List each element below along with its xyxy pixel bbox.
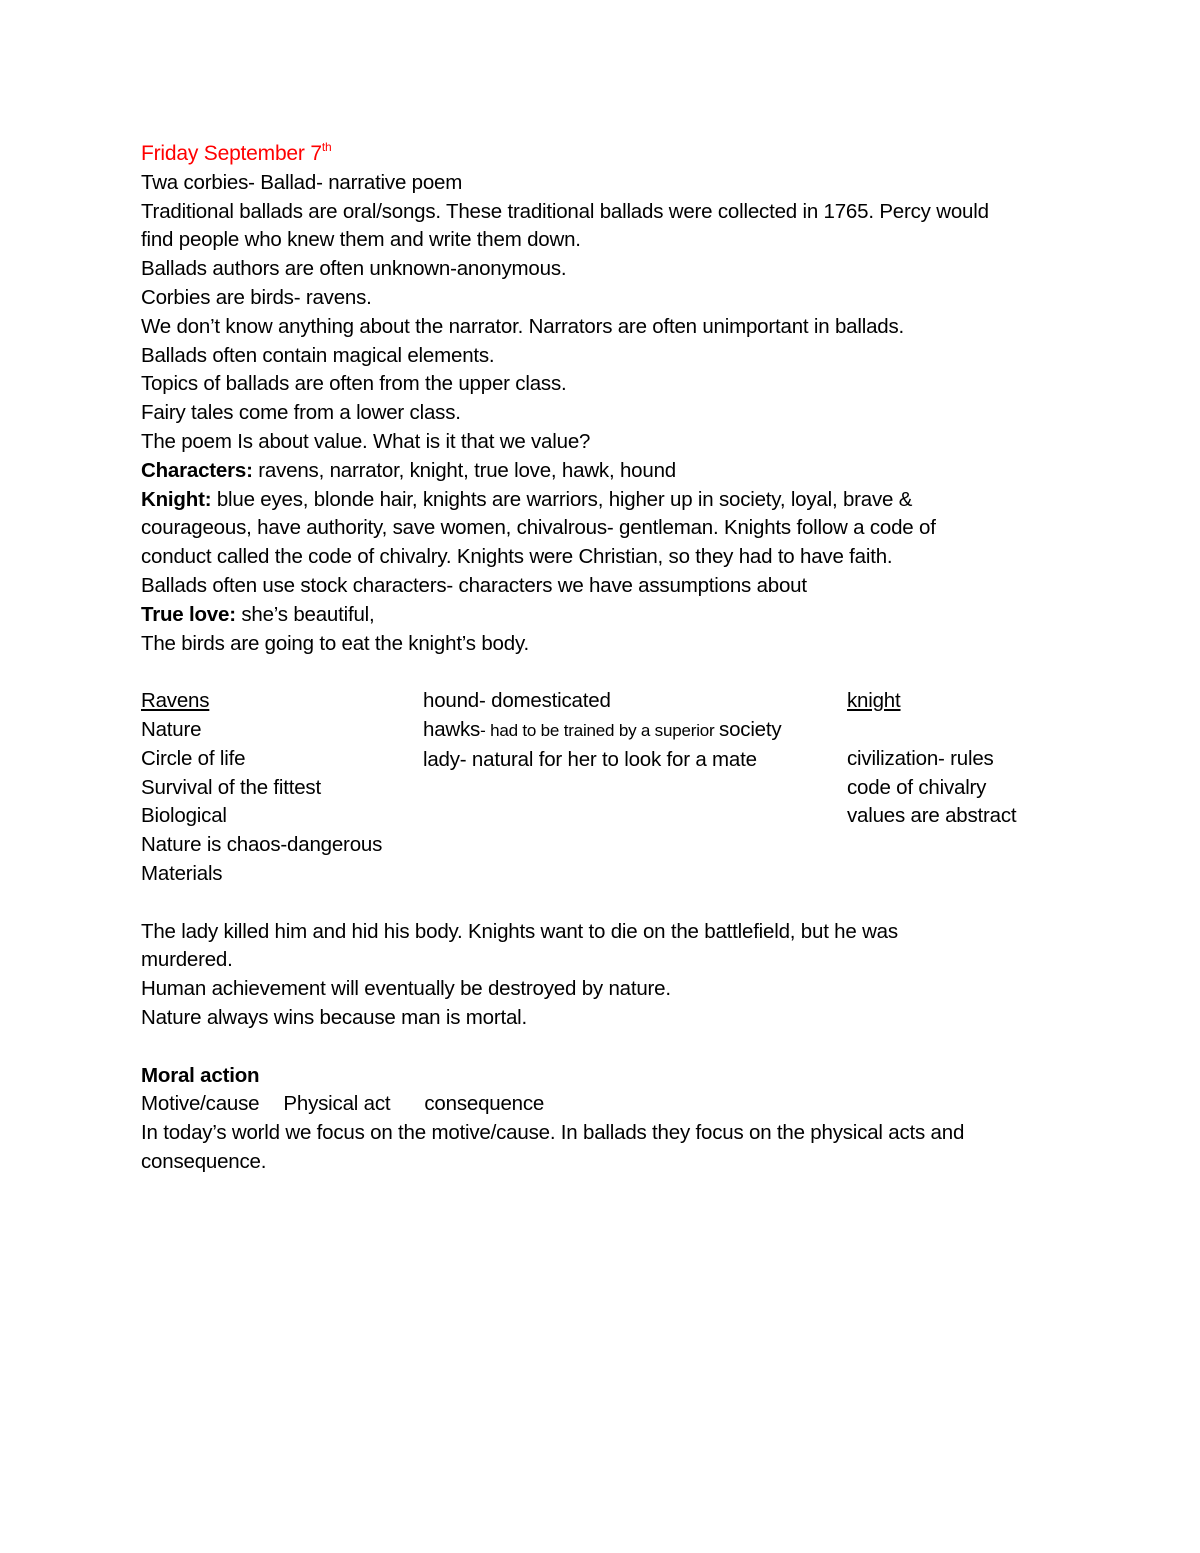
ravens-heading: Ravens — [141, 689, 210, 713]
ravens-column — [141, 687, 382, 889]
true-love-line — [141, 601, 1071, 630]
characters-label: Characters: — [141, 458, 253, 482]
spacer — [141, 1033, 1071, 1062]
moral-heading-text: Moral action — [141, 1063, 260, 1087]
characters-line — [141, 457, 1071, 486]
conclusion-line: Nature always wins because man is mortal. — [141, 1005, 528, 1029]
spacer — [141, 658, 1071, 687]
ravens-item: Survival of the fittest — [141, 775, 321, 799]
moral-term-consequence: consequence — [424, 1092, 545, 1116]
intro-line: Topics of ballads are often from the upper class. — [141, 372, 567, 396]
document-page — [141, 140, 1071, 1177]
intro-line: find people who knew them and write them down. — [141, 228, 581, 252]
hawks-note: - had to be trained by a superior — [480, 720, 720, 740]
conclusion-line: The lady killed him and hid his body. Knights want to die on the battlefield, but he was — [141, 919, 898, 943]
hawks-society: society — [719, 717, 782, 741]
moral-terms — [141, 1090, 1071, 1119]
knight-item: values are abstract — [847, 804, 1017, 828]
comparison-columns — [141, 687, 1071, 889]
hound-item: hound- domesticated — [423, 689, 611, 713]
hawks-item — [423, 716, 781, 746]
knight-item: civilization- rules — [847, 746, 994, 770]
characters-text: ravens, narrator, knight, true love, hawk, hound — [252, 458, 676, 482]
knight-item: code of chivalry — [847, 775, 987, 799]
knight-column — [847, 687, 1016, 831]
intro-line: Traditional ballads are oral/songs. These traditional ballads were collected in 1765. Percy would — [141, 199, 989, 223]
intro-line: Ballads authors are often unknown-anonymous. — [141, 257, 567, 281]
true-love-label: True love: — [141, 602, 236, 626]
hawks-label: hawks — [423, 717, 481, 741]
knight-line: courageous, have authority, save women, chivalrous- gentleman. Knights follow a code of — [141, 516, 936, 540]
ravens-item: Circle of life — [141, 746, 246, 770]
ravens-item: Materials — [141, 861, 223, 885]
spacer — [141, 889, 1071, 918]
moral-line: In today’s world we focus on the motive/cause. In ballads they focus on the physical acts and — [141, 1121, 965, 1145]
intro-line: Corbies are birds- ravens. — [141, 285, 372, 309]
knight-label: Knight: — [141, 487, 212, 511]
ravens-item: Biological — [141, 804, 227, 828]
moral-heading — [141, 1062, 1071, 1091]
intro-line: Fairy tales come from a lower class. — [141, 401, 461, 425]
knight-line — [141, 486, 1071, 515]
ravens-item: Nature is chaos-dangerous — [141, 833, 383, 857]
intro-line: Ballads often contain magical elements. — [141, 343, 495, 367]
knight-column-spacer — [847, 716, 1016, 745]
date-heading — [141, 140, 1071, 169]
moral-line: consequence. — [141, 1149, 267, 1173]
moral-term-physical: Physical act — [283, 1092, 391, 1116]
true-love-text: she’s beautiful, — [235, 602, 375, 626]
moral-term-motive: Motive/cause — [141, 1092, 260, 1116]
date-heading-text: Friday September 7 — [141, 142, 322, 165]
middle-column — [423, 687, 781, 774]
lady-item: lady- natural for her to look for a mate — [423, 747, 757, 771]
birds-line: The birds are going to eat the knight’s body. — [141, 631, 529, 655]
conclusion-line: Human achievement will eventually be destroyed by nature. — [141, 977, 671, 1001]
date-heading-suffix: th — [321, 140, 332, 154]
intro-line: The poem Is about value. What is it that we value? — [141, 429, 591, 453]
knight-heading: knight — [847, 689, 901, 713]
ravens-item: Nature — [141, 717, 202, 741]
stock-characters-line: Ballads often use stock characters- characters we have assumptions about — [141, 573, 807, 597]
knight-line: conduct called the code of chivalry. Knights were Christian, so they had to have faith. — [141, 545, 893, 569]
knight-text: blue eyes, blonde hair, knights are warriors, higher up in society, loyal, brave & — [211, 487, 913, 511]
conclusion-line: murdered. — [141, 948, 233, 972]
intro-line: Twa corbies- Ballad- narrative poem — [141, 170, 463, 194]
intro-line: We don’t know anything about the narrator. Narrators are often unimportant in ballads. — [141, 314, 905, 338]
